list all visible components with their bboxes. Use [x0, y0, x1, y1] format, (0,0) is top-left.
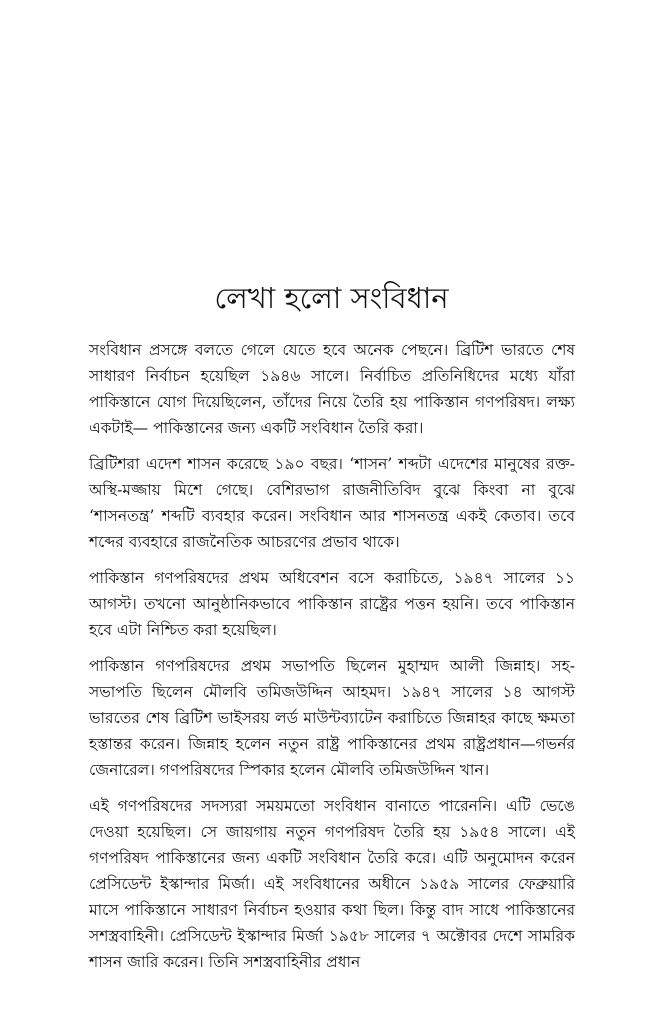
- chapter-title: লেখা হলো সংবিধান: [214, 281, 449, 315]
- paragraph-jinnah-president: পাকিস্তান গণপরিষদের প্রথম সভাপতি ছিলেন মুহাম্মদ আলী জিন্নাহ। সহ-সভাপতি ছিলেন মৌলবি তমিজউদ্দিন আহমদ। ১৯৪৭ সালের ১৪ আগস্ট ভারতের শেষ ব্রিটিশ ভাইসরয় লর্ড মাউন্টব্যাটেন করাচিতে জিন্নাহর কাছে ক্ষমতা হস্তান্তর করেন। জিন্নাহ হলেন নতুন রাষ্ট্র পাকিস্তানের প্রথম রাষ্ট্রপ্রধান—গভর্নর জেনারেল। গণপরিষদের স্পিকার হলেন মৌলবি তমিজউদ্দিন খান।: [89, 657, 575, 779]
- paragraph-first-session: পাকিস্তান গণপরিষদের প্রথম অধিবেশন বসে করাচিতে, ১৯৪৭ সালের ১১ আগস্ট। তখনো আনুষ্ঠানিকভাবে পাকিস্তান রাষ্ট্রের পত্তন হয়নি। তবে পাকিস্তান হবে এটা নিশ্চিত করা হয়েছিল।: [89, 569, 575, 639]
- paragraph-shasan-word: ব্রিটিশরা এদেশ শাসন করেছে ১৯০ বছর। ‘শাসন’ শব্দটা এদেশের মানুষের রক্ত-অস্থি-মজ্জায় মিশে গেছে। বেশিরভাগ রাজনীতিবিদ বুঝে কিংবা না বুঝে ‘শাসনতন্ত্র’ শব্দটি ব্যবহার করেন। সংবিধান আর শাসনতন্ত্র একই কেতাব। তবে শব্দের ব্যবহারে রাজনৈতিক আচরণের প্রভাব থাকে।: [89, 455, 575, 551]
- paragraph-new-assembly: এই গণপরিষদের সদস্যরা সময়মতো সংবিধান বানাতে পারেননি। এটি ভেঙে দেওয়া হয়েছিল। সে জায়গায় নতুন গণপরিষদ তৈরি হয় ১৯৫৪ সালে। এই গণপরিষদ পাকিস্তানের জন্য একটি সংবিধান তৈরি করে। এটি অনুমোদন করেন প্রেসিডেন্ট ইস্কান্দার মির্জা। এই সংবিধানের অধীনে ১৯৫৯ সালের ফেব্রুয়ারি মাসে পাকিস্তানে সাধারণ নির্বাচন হওয়ার কথা ছিল। কিন্তু বাদ সাধে পাকিস্তানের সশস্ত্রবাহিনী। প্রেসিডেন্ট ইস্কান্দার মির্জা ১৯৫৮ সালের ৭ অক্টোবর দেশে সামরিক শাসন জারি করেন। তিনি সশস্ত্রবাহিনীর প্রধান: [89, 797, 575, 971]
- chapter-body: [89, 337, 575, 985]
- paragraph-constituent-assembly-origin: সংবিধান প্রসঙ্গে বলতে গেলে যেতে হবে অনেক পেছনে। ব্রিটিশ ভারতে শেষ সাধারণ নির্বাচন হয়েছিল ১৯৪৬ সালে। নির্বাচিত প্রতিনিধিদের মধ্যে যাঁরা পাকিস্তানে যোগ দিয়েছিলেন, তাঁদের নিয়ে তৈরি হয় পাকিস্তান গণপরিষদ। লক্ষ্য একটাই— পাকিস্তানের জন্য একটি সংবিধান তৈরি করা।: [89, 341, 575, 437]
